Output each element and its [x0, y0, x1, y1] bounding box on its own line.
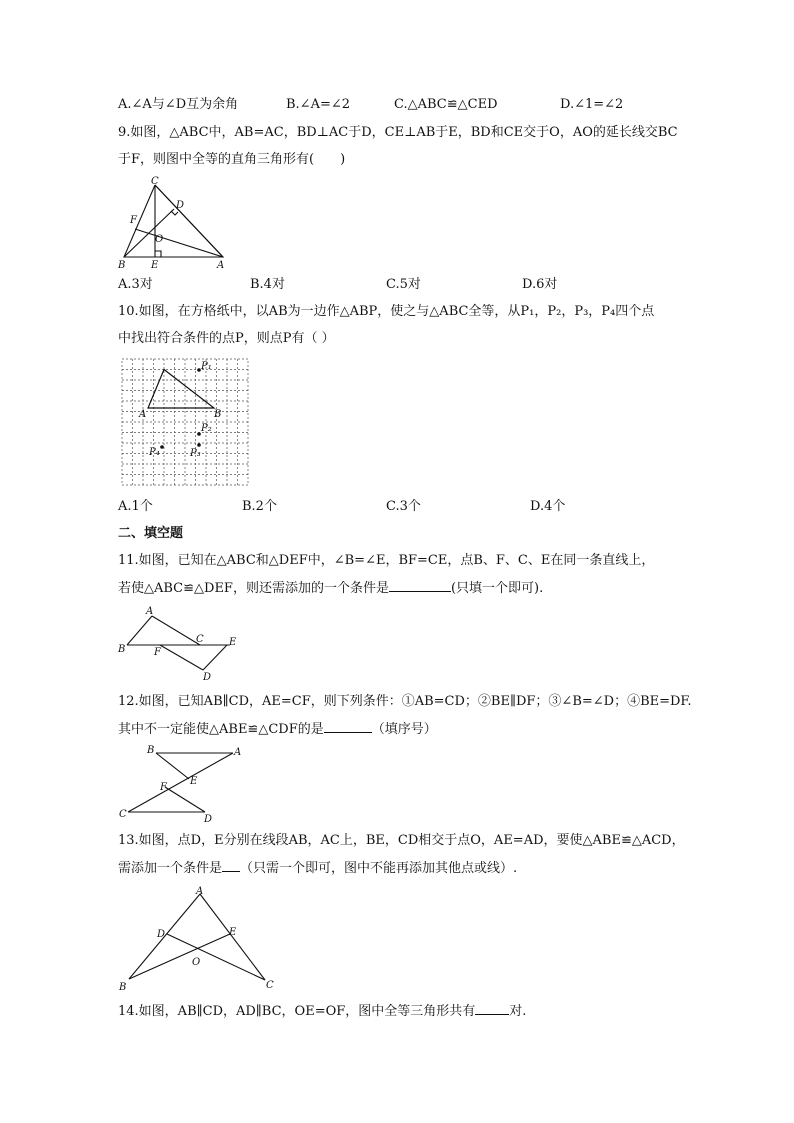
q10-label-p4: P₄: [149, 447, 160, 458]
q12-answer-blank[interactable]: [324, 720, 372, 733]
q13-text-line2a: 需添加一个条件是: [118, 861, 223, 876]
q9-option-b: B.4对: [250, 277, 285, 292]
q13-label-c: C: [266, 980, 274, 991]
q9-label-c: C: [151, 176, 159, 187]
q11-label-b: B: [118, 644, 126, 655]
q13-text-line1: 13.如图，点D，E分别在线段AB，AC上，BE，CD相交于点O，AE=AD，要使△ABE≌△ACD，: [118, 833, 685, 848]
q10-label-b: B: [214, 409, 222, 420]
q11-label-e: E: [229, 637, 237, 648]
q11-label-a: A: [146, 606, 154, 617]
q9-option-d: D.6对: [522, 277, 558, 292]
q9-label-f: F: [130, 215, 137, 226]
q9-option-c: C.5对: [386, 277, 421, 292]
q11-label-d: D: [203, 672, 212, 683]
q10-label-a: A: [139, 409, 147, 420]
q9-label-d: D: [176, 200, 185, 211]
q11-figure: [115, 602, 245, 683]
q12-text-line2: [118, 720, 437, 739]
q12-label-c: C: [119, 809, 127, 820]
q12-label-d: D: [204, 814, 213, 825]
q10-option-b: B.2个: [242, 499, 277, 514]
q12-text-line1: 12.如图，已知AB∥CD，AE=CF，则下列条件：①AB=CD；②BE∥DF；③∠B=∠D；④BE=DF.: [118, 694, 692, 709]
q12-text-line2a: 其中不一定能使△ABE≌△CDF的是: [118, 722, 324, 737]
q14-text-b: 对.: [509, 1004, 527, 1019]
q11-label-c: C: [196, 634, 204, 645]
q9-label-o: O: [155, 234, 164, 245]
section-title: 二、填空题: [118, 526, 184, 541]
q12-figure: [115, 743, 245, 823]
q12-label-b: B: [147, 745, 155, 756]
q11-text-line1: 11.如图，已知在△ABC和△DEF中，∠B=∠E，BF=CE，点B、F、C、E在同一条直线上，: [118, 553, 655, 568]
q11-label-f: F: [154, 647, 161, 658]
q8-option-d: D.∠1=∠2: [560, 97, 624, 112]
q10-figure: [120, 357, 252, 487]
q13-label-d: D: [157, 929, 166, 940]
q11-text-line2b: (只填一个即可).: [450, 581, 544, 596]
q13-text-line2b: （只需一个即可，图中不能再添加其他点或线）.: [240, 861, 518, 876]
q10-label-p1: P₁: [201, 361, 212, 372]
q11-text-line2a: 若使△ABC≌△DEF，则还需添加的一个条件是: [118, 581, 389, 596]
q12-label-a: A: [234, 747, 242, 758]
q9-label-b: B: [118, 260, 126, 271]
q13-label-e: E: [229, 927, 237, 938]
q9-text-line1: 9.如图，△ABC中，AB=AC，BD⊥AC于D，CE⊥AB于E，BD和CE交于O，AO的延长线交BC: [118, 125, 678, 140]
q11-answer-blank[interactable]: [389, 579, 451, 592]
q8-option-c: C.△ABC≌△CED: [394, 97, 498, 112]
q9-figure: [115, 175, 235, 270]
q14-text: [118, 1002, 526, 1021]
q13-label-a: A: [196, 886, 204, 897]
q10-text-line2: 中找出符合条件的点P，则点P有（ ）: [118, 331, 335, 346]
q9-text-line2: 于F，则图中全等的直角三角形有( ): [118, 152, 346, 167]
q10-text-line1: 10.如图，在方格纸中，以AB为一边作△ABP，使之与△ABC全等，从P₁，P₂，P₃，P₄四个点: [118, 304, 655, 319]
q12-label-e: E: [190, 776, 198, 787]
q8-option-b: B.∠A=∠2: [286, 97, 351, 112]
q9-option-a: A.3对: [118, 277, 153, 292]
q13-label-b: B: [119, 982, 127, 993]
q10-option-a: A.1个: [118, 499, 153, 514]
q11-text-line2: [118, 579, 543, 598]
q13-figure: [115, 882, 280, 992]
q8-option-a: A.∠A与∠D互为余角: [118, 97, 239, 112]
q14-answer-blank[interactable]: [475, 1002, 509, 1015]
q10-option-d: D.4个: [530, 499, 566, 514]
q9-label-e: E: [151, 260, 159, 271]
q10-label-p3: P₃: [190, 448, 201, 459]
q9-label-a: A: [217, 260, 225, 271]
q13-answer-blank[interactable]: [222, 859, 240, 872]
q12-label-f: F: [160, 782, 167, 793]
q14-text-a: 14.如图，AB∥CD，AD∥BC，OE=OF，图中全等三角形共有: [118, 1004, 476, 1019]
q10-label-p2: P₂: [201, 423, 212, 434]
q12-text-line2b: （填序号）: [371, 722, 437, 737]
q13-label-o: O: [192, 957, 201, 968]
q10-option-c: C.3个: [386, 499, 421, 514]
q13-text-line2: [118, 859, 517, 878]
